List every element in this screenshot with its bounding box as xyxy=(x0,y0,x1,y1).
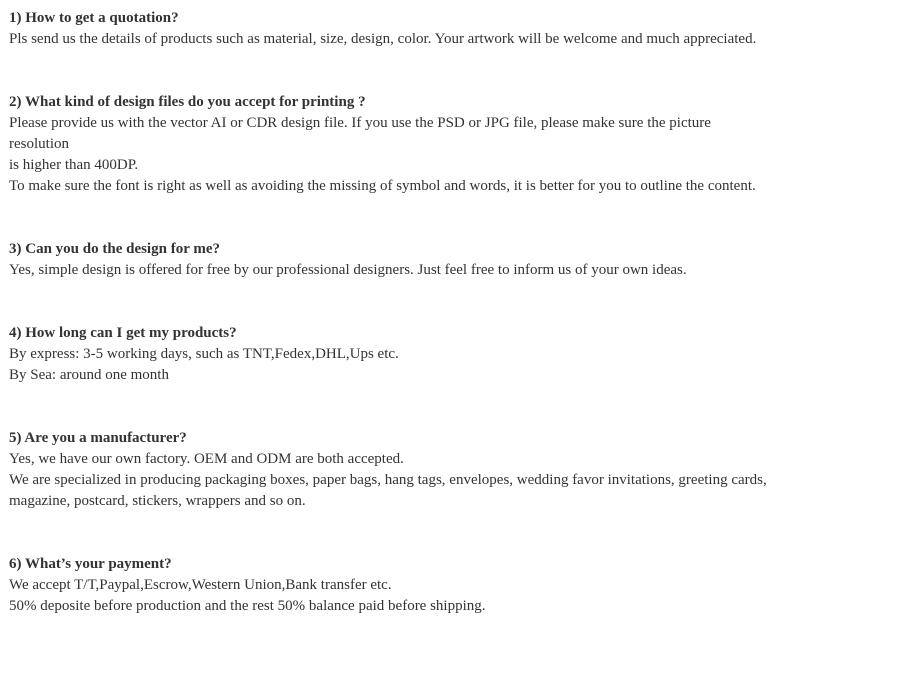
faq-question: 5) Are you a manufacturer? xyxy=(9,430,187,446)
faq-answer-line: Pls send us the details of products such as material, size, design, color. Your artwork will be welcome and much appreciated. xyxy=(9,31,757,47)
faq-question: 1) How to get a quotation? xyxy=(9,10,179,26)
faq-answer-line: Please provide us with the vector AI or CDR design file. If you use the PSD or JPG file, please make sure the picture resolution xyxy=(9,115,711,152)
faq-answer-line: 50% deposite before production and the rest 50% balance paid before shipping. xyxy=(9,598,486,614)
faq-answer-line: Yes, simple design is offered for free by our professional designers. Just feel free to inform us of your own ideas. xyxy=(9,262,687,278)
faq-question: 4) How long can I get my products? xyxy=(9,325,237,341)
faq-item-delivery-time xyxy=(9,323,769,386)
faq-item-design-files xyxy=(9,92,769,197)
faq-question: 2) What kind of design files do you accept for printing ? xyxy=(9,94,366,110)
faq-answer-line: By Sea: around one month xyxy=(9,367,169,383)
faq-item-design-service xyxy=(9,239,769,281)
faq-answer-line: We accept T/T,Paypal,Escrow,Western Union,Bank transfer etc. xyxy=(9,577,392,593)
faq-answer-line: is higher than 400DP. xyxy=(9,157,139,173)
faq-answer-line: magazine, postcard, stickers, wrappers and so on. xyxy=(9,493,306,509)
faq-item-quotation xyxy=(9,8,769,50)
faq-answer-line: Yes, we have our own factory. OEM and ODM are both accepted. xyxy=(9,451,404,467)
faq-item-manufacturer xyxy=(9,428,769,512)
faq-question: 3) Can you do the design for me? xyxy=(9,241,220,257)
faq-answer-line: By express: 3-5 working days, such as TNT,Fedex,DHL,Ups etc. xyxy=(9,346,399,362)
faq-question: 6) What’s your payment? xyxy=(9,556,172,572)
faq-answer-line: We are specialized in producing packaging boxes, paper bags, hang tags, envelopes, wedding favor invitations, greeting cards, xyxy=(9,472,767,488)
faq-answer-line: To make sure the font is right as well as avoiding the missing of symbol and words, it is better for you to outline the content. xyxy=(9,178,756,194)
faq-item-payment xyxy=(9,554,769,617)
